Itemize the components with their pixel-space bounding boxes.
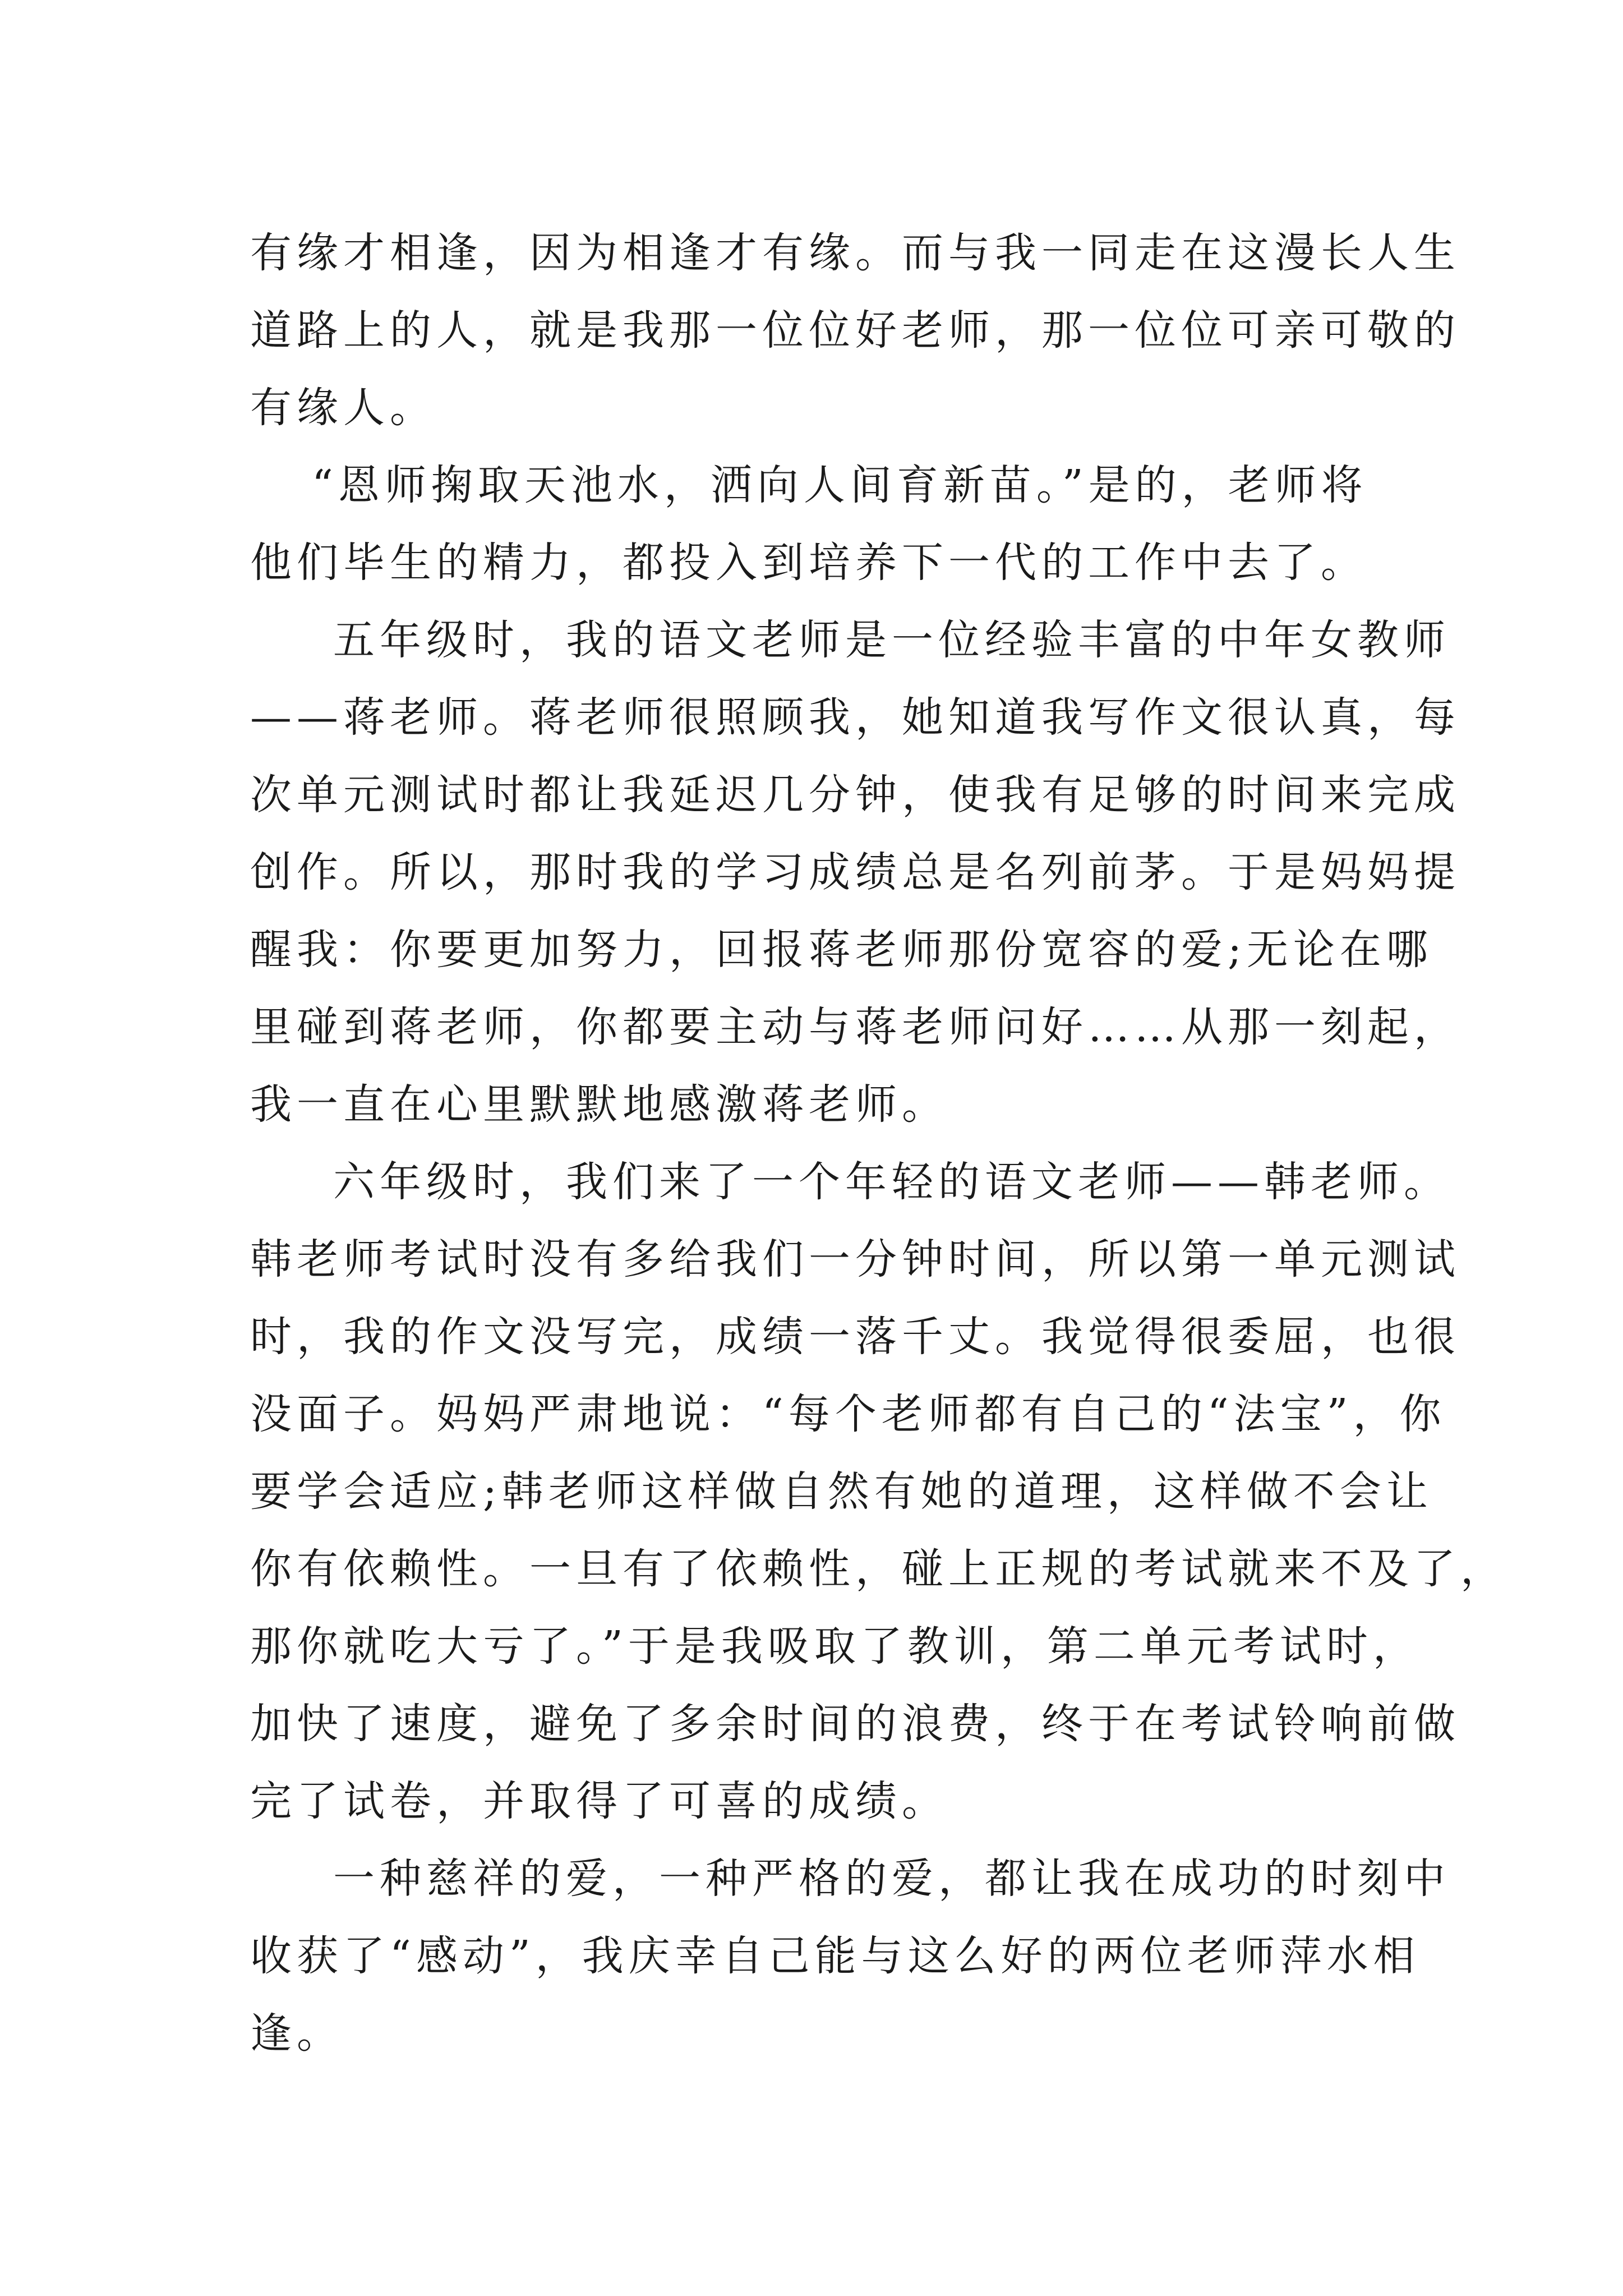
paragraph-line: 次单元测试时都让我延迟几分钟，使我有足够的时间来完成	[250, 771, 1460, 819]
paragraph-line: 道路上的人，就是我那一位位好老师，那一位位可亲可敬的	[250, 306, 1460, 355]
paragraph-3	[250, 601, 1460, 1143]
paragraph-5	[250, 1840, 1450, 2072]
paragraph-line: 醒我：你要更加努力，回报蒋老师那份宽容的爱;无论在哪	[250, 926, 1433, 974]
paragraph-line: 没面子。妈妈严肃地说：“每个老师都有自己的“法宝”，你	[250, 1390, 1446, 1438]
paragraph-line: 收获了“感动”，我庆幸自己能与这么好的两位老师萍水相	[250, 1932, 1420, 1980]
paragraph-line: ——蒋老师。蒋老师很照顾我，她知道我写作文很认真，每	[250, 693, 1460, 742]
paragraph-line: 他们毕生的精力，都投入到培养下一代的工作中去了。	[250, 539, 1367, 587]
paragraph-line: 里碰到蒋老师，你都要主动与蒋老师问好……从那一刻起，	[250, 1003, 1460, 1051]
paragraph-first-line: 六年级时，我们来了一个年轻的语文老师——韩老师。	[333, 1158, 1450, 1206]
paragraph-4	[250, 1143, 1507, 1840]
paragraph-line: 那你就吃大亏了。”于是我吸取了教训，第二单元考试时，	[250, 1622, 1419, 1671]
paragraph-line: 有缘才相逢，因为相逢才有缘。而与我一同走在这漫长人生	[250, 229, 1460, 277]
paragraph-line: 要学会适应;韩老师这样做自然有她的道理，这样做不会让	[250, 1467, 1433, 1516]
paragraph-line: 加快了速度，避免了多余时间的浪费，终于在考试铃响前做	[250, 1700, 1460, 1748]
paragraph-first-line: “恩师掬取天池水，洒向人间育新苗。”是的，老师将	[312, 461, 1368, 509]
paragraph-line: 时，我的作文没写完，成绩一落千丈。我觉得很委屈，也很	[250, 1313, 1460, 1361]
paragraph-line: 有缘人。	[250, 384, 436, 432]
document-body	[250, 214, 1507, 2072]
paragraph-first-line: 五年级时，我的语文老师是一位经验丰富的中年女教师	[333, 616, 1450, 664]
paragraph-line: 创作。所以，那时我的学习成绩总是名列前茅。于是妈妈提	[250, 848, 1460, 896]
paragraph-line: 你有依赖性。一旦有了依赖性，碰上正规的考试就来不及了，	[250, 1545, 1507, 1593]
paragraph-line: 韩老师考试时没有多给我们一分钟时间，所以第一单元测试	[250, 1235, 1460, 1283]
paragraph-line: 完了试卷，并取得了可喜的成绩。	[250, 1777, 948, 1825]
paragraph-first-line: 一种慈祥的爱，一种严格的爱，都让我在成功的时刻中	[333, 1855, 1450, 1903]
paragraph-line: 逢。	[250, 2009, 343, 2058]
paragraph-2	[250, 447, 1377, 601]
paragraph-line: 我一直在心里默默地感激蒋老师。	[250, 1080, 948, 1129]
paragraph-1	[250, 214, 1460, 447]
